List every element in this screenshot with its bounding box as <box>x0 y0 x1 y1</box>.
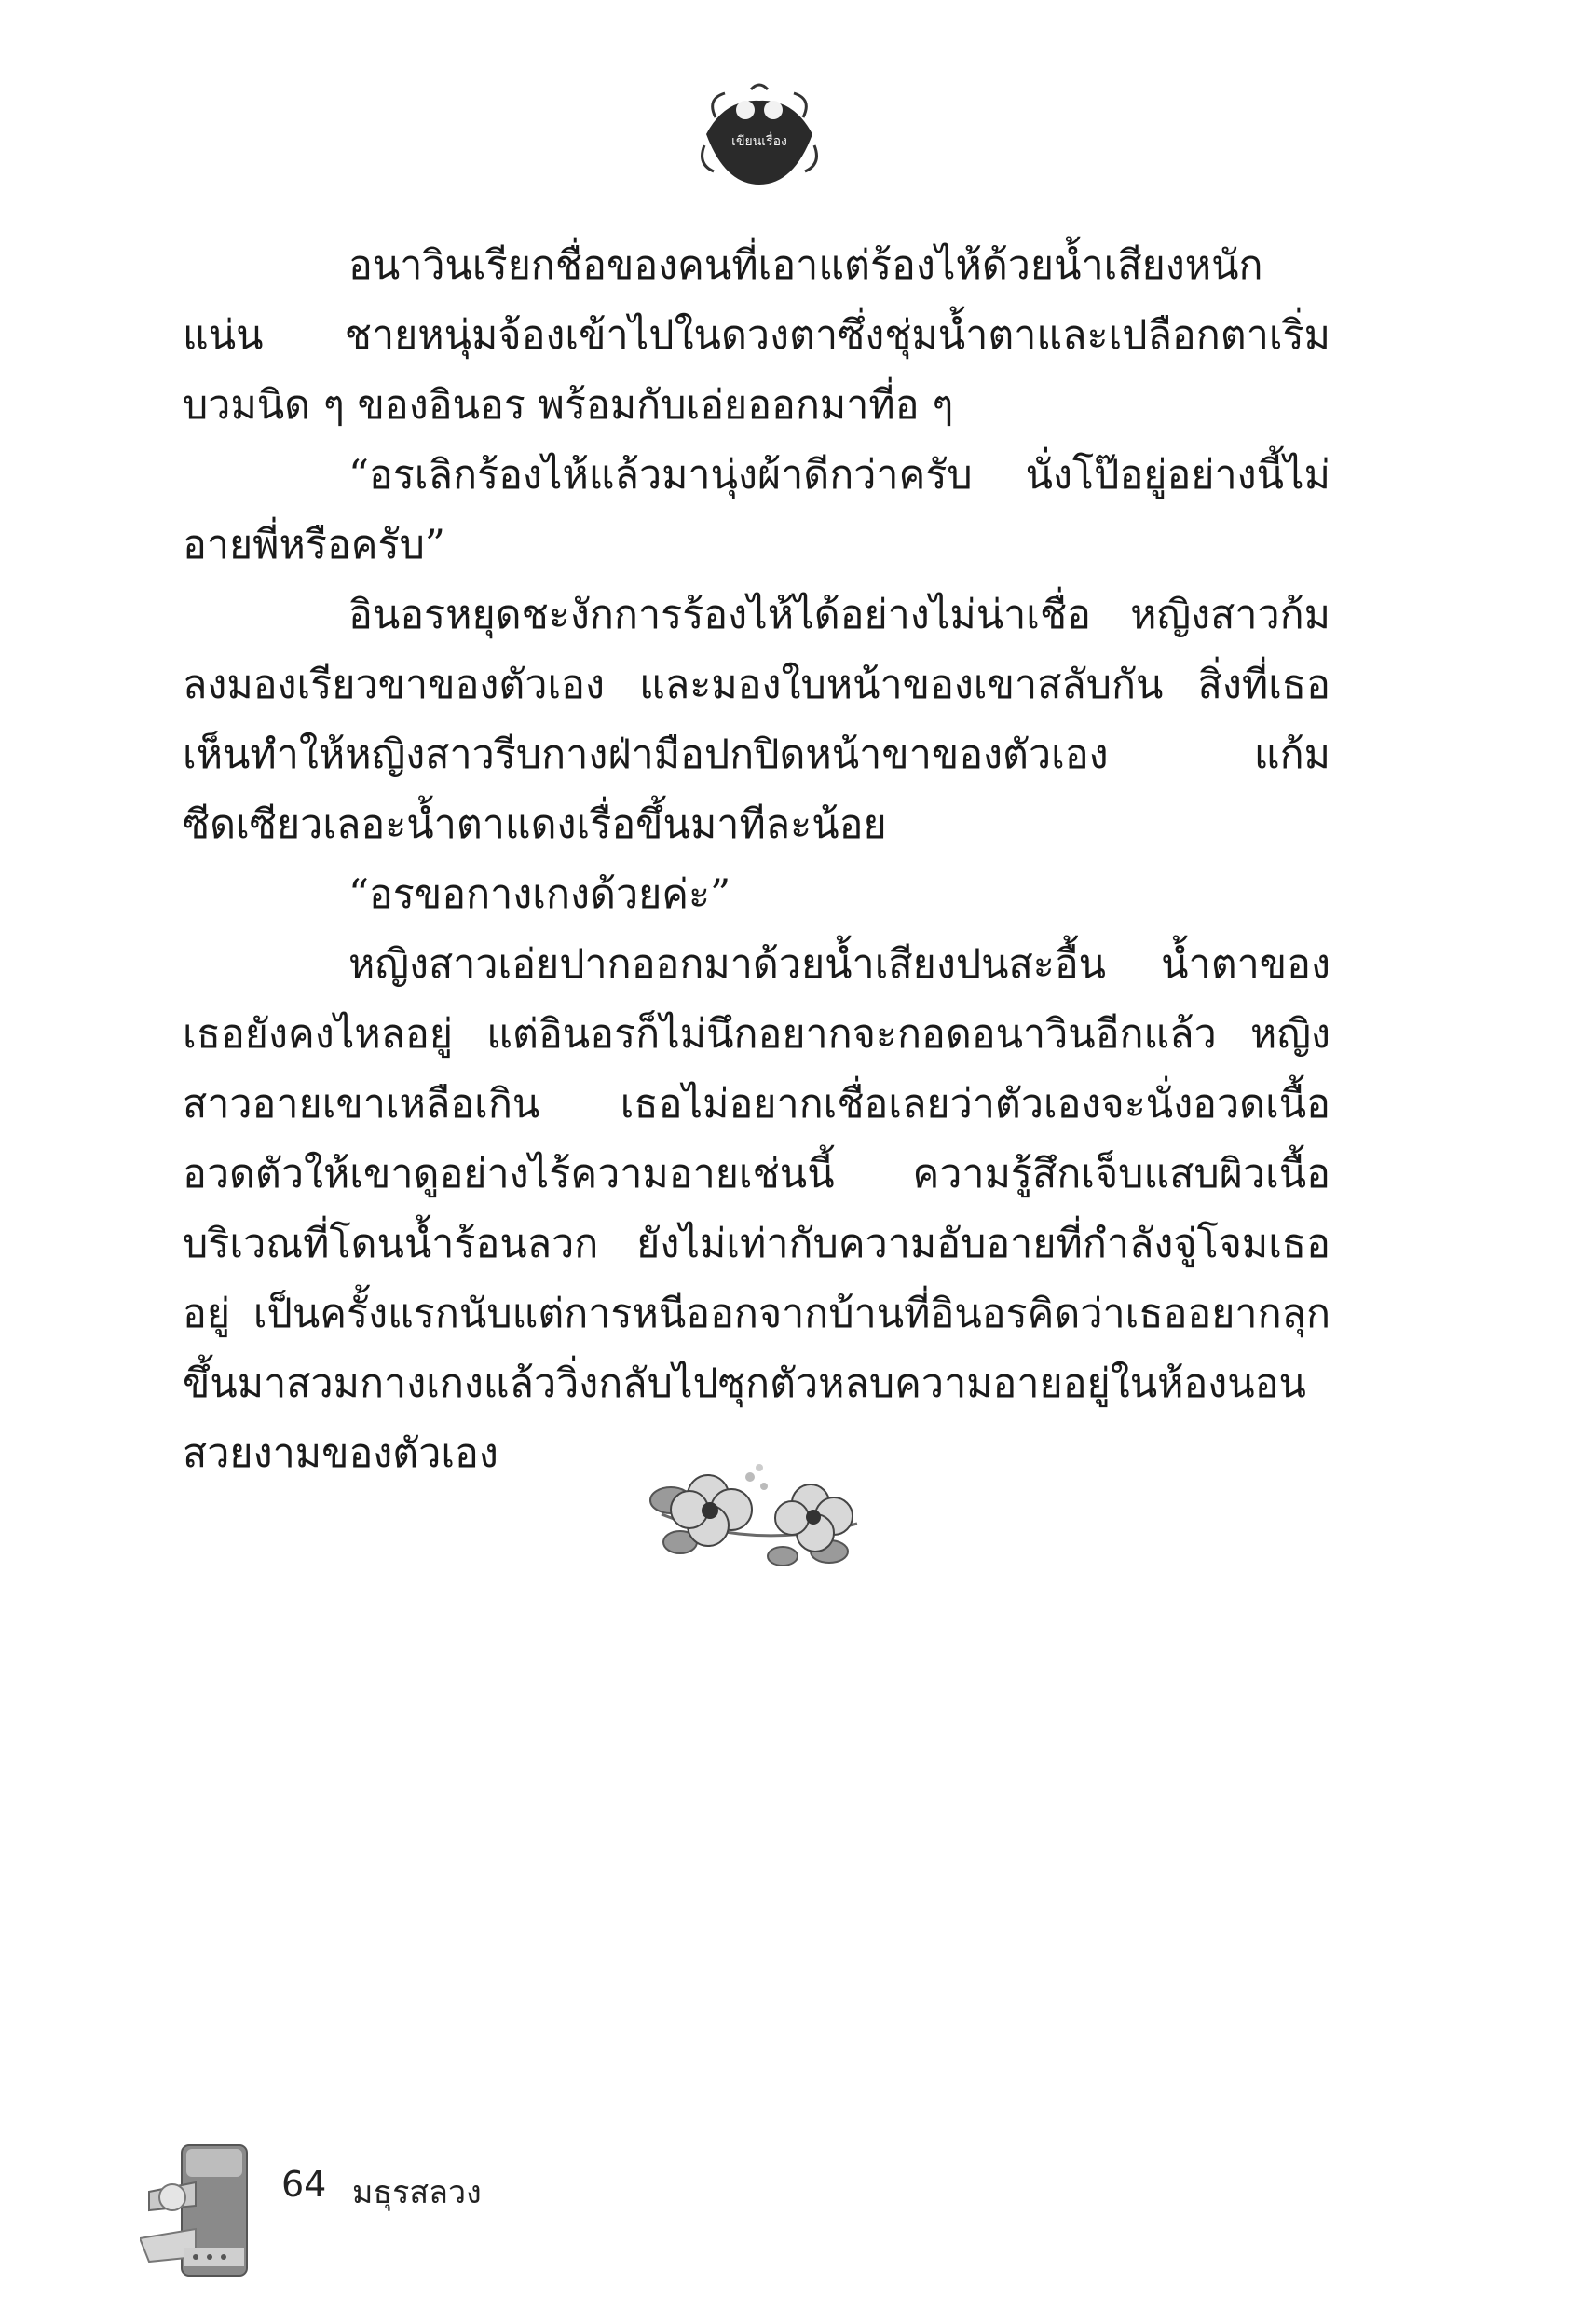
body-text <box>183 231 1330 1489</box>
paragraph: “อรเลิกร้องไห้แล้วมานุ่งผ้าดีกว่าครับ นั่งโป๊อยู่อย่างนี้ไม่อายพี่หรือครับ” <box>183 452 1330 568</box>
paragraph: หญิงสาวเอ่ยปากออกมาด้วยน้ำเสียงปนสะอื้น น้ำตาของเธอยังคงไหลอยู่ แต่อินอรก็ไม่นึกอยากจะกอดอนาวินอีกแล้ว หญิงสาวอายเขาเหลือเกิน เธอไม่อยากเชื่อเลยว่าตัวเองจะนั่งอวดเนื้ออวดตัวให้เขาดูอย่างไร้ความอายเช่นนี้ ความรู้สึกเจ็บแสบผิวเนื้อบริเวณที่โดนน้ำร้อนลวก ยังไม่เท่ากับความอับอายที่กำลังจู่โจมเธออยู่ เป็นครั้งแรกนับแต่การหนีออกจากบ้านที่อินอรคิดว่าเธออยากลุกขึ้นมาสวมกางเกงแล้ววิ่งกลับไปซุกตัวหลบความอายอยู่ในห้องนอนสวยงามของตัวเอง <box>183 941 1330 1477</box>
book-title: มธุรสลวง <box>352 2174 482 2211</box>
coffee-machine-icon <box>140 2136 261 2285</box>
logo-text: เขียนเรื่อง <box>731 134 787 149</box>
paragraph: “อรขอกางเกงด้วยค่ะ” <box>348 871 731 918</box>
flower-ornament-icon <box>643 1458 876 1598</box>
paragraph: อนาวินเรียกชื่อของคนที่เอาแต่ร้องไห้ด้วยน้ำเสียงหนักแน่น ชายหนุ่มจ้องเข้าไปในดวงตาซึ่งชุ่มน้ำตาและเปลือกตาเริ่มบวมนิด ๆ ของอินอร พร้อมกับเอ่ยออกมาที่อ ๆ <box>183 242 1330 429</box>
page-number: 64 <box>281 2164 327 2205</box>
paragraph: อินอรหยุดชะงักการร้องไห้ได้อย่างไม่น่าเชื่อ หญิงสาวก้มลงมองเรียวขาของตัวเอง และมองใบหน้าของเขาสลับกัน สิ่งที่เธอเห็นทำให้หญิงสาวรีบกางฝ่ามือปกปิดหน้าขาของตัวเอง แก้มซีดเซียวเลอะน้ำตาแดงเรื่อขึ้นมาทีละน้อย <box>183 592 1330 848</box>
crest-emblem-icon <box>697 80 822 192</box>
